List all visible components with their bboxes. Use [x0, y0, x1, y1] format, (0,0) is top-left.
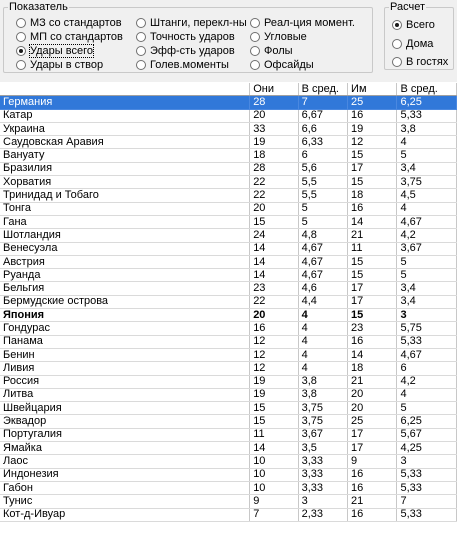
cell-avg-they[interactable]: 7 — [298, 96, 347, 109]
cell-they[interactable]: 14 — [250, 442, 298, 455]
indicator-option-label: Голев.моменты — [150, 58, 229, 71]
radio-button-icon[interactable] — [136, 32, 146, 42]
cell-they[interactable]: 10 — [250, 455, 298, 468]
cell-avg-they[interactable]: 6,6 — [298, 122, 347, 135]
radio-button-icon[interactable] — [16, 46, 26, 56]
cell-they[interactable]: 22 — [250, 295, 298, 308]
indicator-option[interactable] — [250, 58, 314, 71]
indicator-option-label: Реал-ция момент. — [264, 16, 355, 29]
cell-avg-them[interactable]: 4 — [397, 136, 457, 149]
cell-avg-they[interactable]: 4,4 — [298, 295, 347, 308]
cell-they[interactable]: 22 — [250, 176, 298, 189]
cell-team[interactable]: Тонга — [0, 202, 250, 215]
cell-they[interactable]: 15 — [250, 215, 298, 228]
cell-them[interactable]: 18 — [348, 189, 397, 202]
radio-button-icon[interactable] — [136, 46, 146, 56]
table-row[interactable] — [0, 508, 457, 521]
cell-avg-them[interactable]: 4,2 — [397, 229, 457, 242]
cell-avg-them[interactable]: 5 — [397, 402, 457, 415]
calc-option-label: Всего — [406, 18, 435, 31]
column-header-they[interactable]: Они — [250, 83, 298, 96]
cell-them[interactable]: 17 — [348, 295, 397, 308]
table-row[interactable] — [0, 189, 457, 202]
indicator-option[interactable] — [136, 58, 229, 71]
cell-avg-they[interactable]: 4,67 — [298, 269, 347, 282]
table-row[interactable] — [0, 295, 457, 308]
cell-team[interactable]: Кот-д-Ивуар — [0, 508, 250, 521]
calc-option-label: Дома — [406, 37, 434, 50]
cell-avg-them[interactable]: 3,4 — [397, 162, 457, 175]
table-row[interactable] — [0, 415, 457, 428]
table-row[interactable] — [0, 335, 457, 348]
radio-button-icon[interactable] — [392, 20, 402, 30]
cell-they[interactable]: 20 — [250, 309, 298, 322]
cell-avg-they[interactable]: 5,5 — [298, 189, 347, 202]
table-row[interactable] — [0, 122, 457, 135]
cell-team[interactable]: Австрия — [0, 255, 250, 268]
table-row[interactable] — [0, 229, 457, 242]
cell-them[interactable]: 16 — [348, 481, 397, 494]
cell-avg-they[interactable]: 5,5 — [298, 176, 347, 189]
cell-avg-them[interactable]: 5,67 — [397, 428, 457, 441]
cell-them[interactable]: 17 — [348, 428, 397, 441]
cell-avg-them[interactable]: 3,75 — [397, 176, 457, 189]
table-row[interactable] — [0, 96, 457, 109]
cell-them[interactable]: 11 — [348, 242, 397, 255]
cell-team[interactable]: Бразилия — [0, 162, 250, 175]
radio-button-icon[interactable] — [136, 18, 146, 28]
cell-they[interactable]: 14 — [250, 255, 298, 268]
cell-they[interactable]: 28 — [250, 162, 298, 175]
cell-they[interactable]: 19 — [250, 136, 298, 149]
cell-avg-them[interactable]: 5,33 — [397, 468, 457, 481]
cell-they[interactable]: 15 — [250, 415, 298, 428]
cell-avg-them[interactable]: 6,25 — [397, 415, 457, 428]
column-header-team[interactable] — [0, 83, 250, 96]
cell-team[interactable]: Гана — [0, 215, 250, 228]
cell-them[interactable]: 17 — [348, 442, 397, 455]
cell-avg-them[interactable]: 5,33 — [397, 335, 457, 348]
cell-them[interactable]: 25 — [348, 415, 397, 428]
cell-team[interactable]: Украина — [0, 122, 250, 135]
cell-avg-they[interactable]: 3,33 — [298, 455, 347, 468]
indicator-option-label: МЗ со стандартов — [30, 16, 122, 29]
indicator-option-label: Штанги, перекл-ны — [150, 16, 247, 29]
cell-avg-them[interactable]: 5,75 — [397, 322, 457, 335]
cell-they[interactable]: 9 — [250, 495, 298, 508]
cell-they[interactable]: 33 — [250, 122, 298, 135]
cell-them[interactable]: 21 — [348, 495, 397, 508]
cell-avg-them[interactable]: 4,5 — [397, 189, 457, 202]
indicator-option[interactable] — [16, 58, 103, 71]
cell-they[interactable]: 24 — [250, 229, 298, 242]
table-row[interactable] — [0, 136, 457, 149]
cell-team[interactable]: Хорватия — [0, 176, 250, 189]
cell-avg-them[interactable]: 4,2 — [397, 375, 457, 388]
cell-they[interactable]: 16 — [250, 322, 298, 335]
cell-they[interactable]: 19 — [250, 375, 298, 388]
cell-avg-them[interactable]: 5 — [397, 269, 457, 282]
cell-them[interactable]: 16 — [348, 468, 397, 481]
cell-avg-they[interactable]: 5,6 — [298, 162, 347, 175]
table-row[interactable] — [0, 402, 457, 415]
radio-button-icon[interactable] — [16, 18, 26, 28]
cell-avg-they[interactable]: 4,67 — [298, 255, 347, 268]
cell-avg-them[interactable]: 3,67 — [397, 242, 457, 255]
radio-button-icon[interactable] — [250, 46, 260, 56]
indicator-option-label: МП со стандартов — [30, 30, 123, 43]
cell-them[interactable]: 16 — [348, 508, 397, 521]
table-row[interactable] — [0, 309, 457, 322]
cell-avg-they[interactable]: 4 — [298, 362, 347, 375]
cell-avg-they[interactable]: 6,33 — [298, 136, 347, 149]
cell-team[interactable]: Швейцария — [0, 402, 250, 415]
cell-team[interactable]: Тринидад и Тобаго — [0, 189, 250, 202]
table-row[interactable] — [0, 215, 457, 228]
cell-team[interactable]: Россия — [0, 375, 250, 388]
cell-they[interactable]: 12 — [250, 335, 298, 348]
cell-team[interactable]: Руанда — [0, 269, 250, 282]
cell-avg-they[interactable]: 5 — [298, 202, 347, 215]
indicator-option[interactable] — [136, 44, 235, 57]
cell-team[interactable]: Бельгия — [0, 282, 250, 295]
cell-avg-them[interactable]: 3,8 — [397, 122, 457, 135]
table-row[interactable] — [0, 162, 457, 175]
cell-team[interactable]: Тунис — [0, 495, 250, 508]
cell-they[interactable]: 14 — [250, 242, 298, 255]
cell-team[interactable]: Катар — [0, 109, 250, 122]
cell-avg-them[interactable]: 7 — [397, 495, 457, 508]
cell-avg-them[interactable]: 5,33 — [397, 109, 457, 122]
table-row[interactable] — [0, 428, 457, 441]
cell-them[interactable]: 21 — [348, 375, 397, 388]
cell-avg-they[interactable]: 3,67 — [298, 428, 347, 441]
cell-they[interactable]: 14 — [250, 269, 298, 282]
radio-button-icon[interactable] — [392, 57, 402, 67]
cell-they[interactable]: 10 — [250, 481, 298, 494]
cell-them[interactable]: 9 — [348, 455, 397, 468]
cell-them[interactable]: 19 — [348, 122, 397, 135]
cell-avg-them[interactable]: 6 — [397, 362, 457, 375]
column-header-avg-them[interactable]: В сред. — [397, 83, 457, 96]
cell-they[interactable]: 12 — [250, 348, 298, 361]
cell-they[interactable]: 11 — [250, 428, 298, 441]
indicator-option[interactable] — [250, 16, 355, 29]
table-row[interactable] — [0, 269, 457, 282]
table-row[interactable] — [0, 322, 457, 335]
column-header-them[interactable]: Им — [348, 83, 397, 96]
cell-avg-they[interactable]: 4,8 — [298, 229, 347, 242]
table-row[interactable] — [0, 442, 457, 455]
indicator-option-label: Точность ударов — [150, 30, 235, 43]
cell-avg-they[interactable]: 4 — [298, 348, 347, 361]
cell-avg-they[interactable]: 4,6 — [298, 282, 347, 295]
cell-team[interactable]: Япония — [0, 309, 250, 322]
cell-avg-them[interactable]: 5,33 — [397, 481, 457, 494]
indicator-option[interactable] — [250, 44, 293, 57]
column-header-avg-they[interactable]: В сред. — [298, 83, 347, 96]
indicator-option[interactable] — [136, 30, 235, 43]
cell-them[interactable]: 18 — [348, 362, 397, 375]
cell-they[interactable]: 15 — [250, 402, 298, 415]
cell-avg-they[interactable]: 2,33 — [298, 508, 347, 521]
cell-avg-them[interactable]: 4 — [397, 388, 457, 401]
cell-they[interactable]: 18 — [250, 149, 298, 162]
table-row[interactable] — [0, 242, 457, 255]
table-header-row — [0, 83, 457, 96]
calc-group-legend: Расчет — [390, 1, 425, 13]
indicator-option[interactable] — [16, 30, 123, 43]
cell-them[interactable]: 15 — [348, 176, 397, 189]
cell-they[interactable]: 7 — [250, 508, 298, 521]
cell-them[interactable]: 16 — [348, 202, 397, 215]
table-row[interactable] — [0, 149, 457, 162]
radio-button-icon[interactable] — [250, 18, 260, 28]
cell-avg-them[interactable]: 4,67 — [397, 215, 457, 228]
cell-avg-them[interactable]: 5 — [397, 255, 457, 268]
radio-button-icon[interactable] — [250, 60, 260, 70]
stats-table — [0, 83, 457, 522]
table-row[interactable] — [0, 348, 457, 361]
cell-avg-them[interactable]: 6,25 — [397, 96, 457, 109]
cell-team[interactable]: Бенин — [0, 348, 250, 361]
cell-team[interactable]: Литва — [0, 388, 250, 401]
cell-they[interactable]: 19 — [250, 388, 298, 401]
cell-team[interactable]: Индонезия — [0, 468, 250, 481]
indicator-option-label: Угловые — [264, 30, 307, 43]
cell-avg-they[interactable]: 3,8 — [298, 388, 347, 401]
cell-avg-they[interactable]: 4 — [298, 322, 347, 335]
calc-option[interactable] — [392, 37, 433, 50]
cell-them[interactable]: 15 — [348, 149, 397, 162]
cell-team[interactable]: Португалия — [0, 428, 250, 441]
cell-they[interactable]: 28 — [250, 96, 298, 109]
cell-avg-they[interactable]: 3,5 — [298, 442, 347, 455]
cell-they[interactable]: 10 — [250, 468, 298, 481]
cell-avg-they[interactable]: 6,67 — [298, 109, 347, 122]
cell-avg-them[interactable]: 4,25 — [397, 442, 457, 455]
cell-avg-them[interactable]: 5,33 — [397, 508, 457, 521]
cell-avg-they[interactable]: 3,75 — [298, 402, 347, 415]
indicator-option[interactable] — [16, 16, 122, 29]
cell-team[interactable]: Ямайка — [0, 442, 250, 455]
cell-them[interactable]: 16 — [348, 109, 397, 122]
cell-team[interactable]: Габон — [0, 481, 250, 494]
table-row[interactable] — [0, 375, 457, 388]
table-row[interactable] — [0, 282, 457, 295]
calc-option[interactable] — [392, 18, 435, 31]
indicator-option-label: Офсайды — [264, 58, 314, 71]
cell-team[interactable]: Вануату — [0, 149, 250, 162]
table-row[interactable] — [0, 202, 457, 215]
cell-they[interactable]: 23 — [250, 282, 298, 295]
cell-avg-they[interactable]: 3,33 — [298, 468, 347, 481]
cell-they[interactable]: 20 — [250, 202, 298, 215]
calc-option-label: В гостях — [406, 55, 449, 68]
cell-them[interactable]: 15 — [348, 309, 397, 322]
radio-button-icon[interactable] — [16, 60, 26, 70]
cell-they[interactable]: 20 — [250, 109, 298, 122]
cell-team[interactable]: Панама — [0, 335, 250, 348]
cell-avg-them[interactable]: 3 — [397, 309, 457, 322]
cell-them[interactable]: 17 — [348, 162, 397, 175]
cell-avg-they[interactable]: 3,8 — [298, 375, 347, 388]
cell-avg-they[interactable]: 6 — [298, 149, 347, 162]
cell-team[interactable]: Гондурас — [0, 322, 250, 335]
cell-team[interactable]: Бермудские острова — [0, 295, 250, 308]
cell-team[interactable]: Шотландия — [0, 229, 250, 242]
cell-them[interactable]: 21 — [348, 229, 397, 242]
cell-team[interactable]: Ливия — [0, 362, 250, 375]
indicator-option-label: Удары всего — [30, 44, 93, 57]
radio-button-icon[interactable] — [16, 32, 26, 42]
cell-they[interactable]: 12 — [250, 362, 298, 375]
cell-team[interactable]: Лаос — [0, 455, 250, 468]
cell-team[interactable]: Венесуэла — [0, 242, 250, 255]
cell-them[interactable]: 15 — [348, 255, 397, 268]
table-row[interactable] — [0, 176, 457, 189]
table-row[interactable] — [0, 388, 457, 401]
cell-avg-them[interactable]: 3,4 — [397, 295, 457, 308]
table-row[interactable] — [0, 481, 457, 494]
indicator-option-label: Эфф-сть ударов — [150, 44, 235, 57]
cell-avg-they[interactable]: 4,67 — [298, 242, 347, 255]
radio-button-icon[interactable] — [136, 60, 146, 70]
table-row[interactable] — [0, 255, 457, 268]
cell-avg-them[interactable]: 3,4 — [397, 282, 457, 295]
indicator-option[interactable] — [16, 44, 93, 57]
cell-team[interactable]: Германия — [0, 96, 250, 109]
options-panel — [0, 0, 457, 82]
cell-they[interactable]: 22 — [250, 189, 298, 202]
calc-option[interactable] — [392, 55, 448, 68]
cell-avg-them[interactable]: 4,67 — [397, 348, 457, 361]
radio-button-icon[interactable] — [250, 32, 260, 42]
cell-them[interactable]: 20 — [348, 388, 397, 401]
cell-them[interactable]: 17 — [348, 282, 397, 295]
cell-avg-they[interactable]: 3 — [298, 495, 347, 508]
cell-avg-they[interactable]: 4 — [298, 335, 347, 348]
cell-avg-they[interactable]: 3,33 — [298, 481, 347, 494]
cell-them[interactable]: 20 — [348, 402, 397, 415]
radio-button-icon[interactable] — [392, 39, 402, 49]
indicator-option-label: Фолы — [264, 44, 293, 57]
table-row[interactable] — [0, 468, 457, 481]
cell-avg-they[interactable]: 3,75 — [298, 415, 347, 428]
cell-avg-them[interactable]: 3 — [397, 455, 457, 468]
cell-team[interactable]: Эквадор — [0, 415, 250, 428]
cell-them[interactable]: 23 — [348, 322, 397, 335]
indicator-option-label: Удары в створ — [30, 58, 104, 71]
cell-them[interactable]: 14 — [348, 215, 397, 228]
table-row[interactable] — [0, 455, 457, 468]
cell-them[interactable]: 12 — [348, 136, 397, 149]
table-row[interactable] — [0, 109, 457, 122]
cell-team[interactable]: Саудовская Аравия — [0, 136, 250, 149]
cell-avg-them[interactable]: 5 — [397, 149, 457, 162]
cell-avg-they[interactable]: 4 — [298, 309, 347, 322]
indicator-option[interactable] — [136, 16, 247, 29]
cell-them[interactable]: 15 — [348, 269, 397, 282]
cell-them[interactable]: 25 — [348, 96, 397, 109]
indicator-option[interactable] — [250, 30, 307, 43]
table-row[interactable] — [0, 495, 457, 508]
cell-them[interactable]: 14 — [348, 348, 397, 361]
cell-them[interactable]: 16 — [348, 335, 397, 348]
indicator-group-legend: Показатель — [9, 1, 68, 13]
cell-avg-them[interactable]: 4 — [397, 202, 457, 215]
cell-avg-they[interactable]: 5 — [298, 215, 347, 228]
table-row[interactable] — [0, 362, 457, 375]
